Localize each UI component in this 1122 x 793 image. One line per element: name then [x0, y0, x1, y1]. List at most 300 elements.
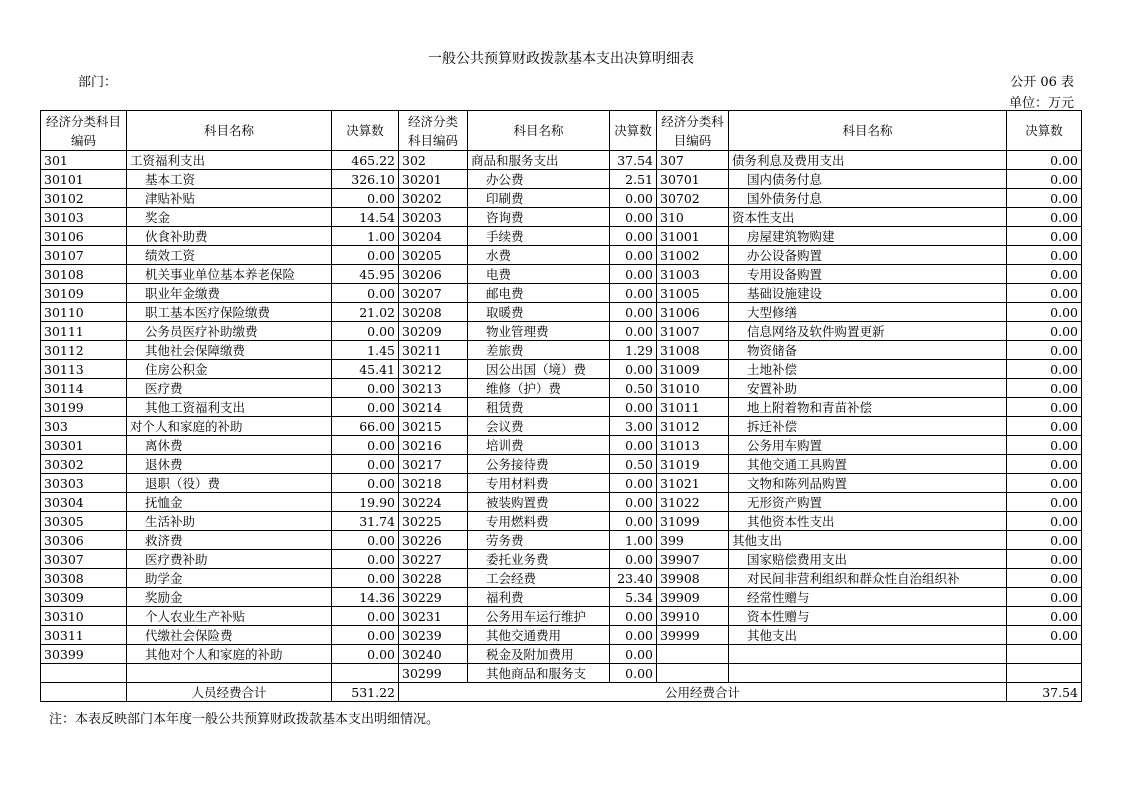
table-row — [41, 607, 1082, 626]
table-row — [41, 360, 1082, 379]
code-cell: 30301 — [41, 436, 127, 455]
value-cell: 0.50 — [610, 455, 657, 474]
value-cell: 0.00 — [610, 607, 657, 626]
unit-label: 单位：万元 — [1008, 96, 1074, 111]
value-cell: 0.00 — [332, 550, 399, 569]
code-cell: 39999 — [657, 626, 729, 645]
name-cell: 物资储备 — [729, 341, 1007, 360]
name-cell: 基础设施建设 — [729, 284, 1007, 303]
name-cell: 大型修缮 — [729, 303, 1007, 322]
value-cell: 0.00 — [1007, 455, 1082, 474]
value-cell: 1.00 — [332, 227, 399, 246]
table-row — [41, 512, 1082, 531]
value-cell: 326.10 — [332, 170, 399, 189]
name-cell: 水费 — [468, 246, 610, 265]
table-row — [41, 398, 1082, 417]
value-cell: 31.74 — [332, 512, 399, 531]
code-cell: 31022 — [657, 493, 729, 512]
value-cell: 0.00 — [610, 189, 657, 208]
value-cell: 1.45 — [332, 341, 399, 360]
name-cell: 文物和陈列品购置 — [729, 474, 1007, 493]
code-cell: 30113 — [41, 360, 127, 379]
code-cell: 31001 — [657, 227, 729, 246]
value-cell: 0.00 — [610, 208, 657, 227]
footnote: 注：本表反映部门本年度一般公共预算财政拨款基本支出明细情况。 — [49, 712, 440, 727]
name-cell: 专用设备购置 — [729, 265, 1007, 284]
header-name-1: 科目名称 — [127, 111, 332, 151]
table-row — [41, 265, 1082, 284]
code-cell: 30227 — [399, 550, 468, 569]
value-cell: 5.34 — [610, 588, 657, 607]
code-cell: 31021 — [657, 474, 729, 493]
value-cell: 0.00 — [332, 398, 399, 417]
name-cell — [127, 664, 332, 683]
table-row — [41, 341, 1082, 360]
value-cell: 0.00 — [1007, 569, 1082, 588]
value-cell: 0.00 — [1007, 398, 1082, 417]
value-cell: 0.00 — [332, 322, 399, 341]
value-cell: 0.00 — [1007, 531, 1082, 550]
code-cell: 31099 — [657, 512, 729, 531]
code-cell: 31011 — [657, 398, 729, 417]
name-cell: 其他资本性支出 — [729, 512, 1007, 531]
header-value-3: 决算数 — [1007, 111, 1082, 151]
header-code-3: 经济分类科目编码 — [657, 111, 729, 151]
value-cell: 23.40 — [610, 569, 657, 588]
value-cell: 0.00 — [610, 246, 657, 265]
code-cell: 30240 — [399, 645, 468, 664]
name-cell: 劳务费 — [468, 531, 610, 550]
personnel-total-value: 531.22 — [332, 683, 399, 702]
code-cell: 30205 — [399, 246, 468, 265]
value-cell: 1.29 — [610, 341, 657, 360]
header-value-1: 决算数 — [332, 111, 399, 151]
name-cell: 资本性支出 — [729, 208, 1007, 227]
value-cell — [1007, 664, 1082, 683]
name-cell: 工资福利支出 — [127, 151, 332, 170]
code-cell: 30201 — [399, 170, 468, 189]
table-row — [41, 151, 1082, 170]
value-cell: 2.51 — [610, 170, 657, 189]
code-cell: 302 — [399, 151, 468, 170]
value-cell: 45.95 — [332, 265, 399, 284]
code-cell: 31012 — [657, 417, 729, 436]
code-cell — [41, 664, 127, 683]
value-cell: 0.00 — [610, 512, 657, 531]
name-cell: 被装购置费 — [468, 493, 610, 512]
code-cell — [657, 664, 729, 683]
value-cell: 0.00 — [610, 436, 657, 455]
name-cell: 专用燃料费 — [468, 512, 610, 531]
code-cell: 30103 — [41, 208, 127, 227]
code-cell: 31006 — [657, 303, 729, 322]
value-cell: 0.00 — [610, 284, 657, 303]
code-cell: 30111 — [41, 322, 127, 341]
code-cell: 30215 — [399, 417, 468, 436]
name-cell: 办公费 — [468, 170, 610, 189]
value-cell: 0.00 — [332, 607, 399, 626]
code-cell: 30299 — [399, 664, 468, 683]
name-cell: 其他支出 — [729, 531, 1007, 550]
table-header-row — [41, 111, 1082, 151]
expenditure-table — [40, 110, 1082, 702]
name-cell: 公务员医疗补助缴费 — [127, 322, 332, 341]
code-cell: 30309 — [41, 588, 127, 607]
name-cell: 资本性赠与 — [729, 607, 1007, 626]
table-row — [41, 493, 1082, 512]
code-cell: 30224 — [399, 493, 468, 512]
code-cell: 30399 — [41, 645, 127, 664]
value-cell: 0.00 — [332, 284, 399, 303]
value-cell: 0.00 — [1007, 322, 1082, 341]
code-cell: 30218 — [399, 474, 468, 493]
name-cell: 物业管理费 — [468, 322, 610, 341]
value-cell: 465.22 — [332, 151, 399, 170]
code-cell: 39910 — [657, 607, 729, 626]
code-cell: 30228 — [399, 569, 468, 588]
value-cell: 3.00 — [610, 417, 657, 436]
name-cell: 取暖费 — [468, 303, 610, 322]
table-row — [41, 208, 1082, 227]
name-cell: 地上附着物和青苗补偿 — [729, 398, 1007, 417]
value-cell: 0.00 — [1007, 474, 1082, 493]
page-title: 一般公共预算财政拨款基本支出决算明细表 — [428, 51, 694, 67]
name-cell: 医疗费补助 — [127, 550, 332, 569]
name-cell: 租赁费 — [468, 398, 610, 417]
value-cell: 0.00 — [610, 664, 657, 683]
value-cell: 0.00 — [1007, 626, 1082, 645]
value-cell: 0.00 — [1007, 284, 1082, 303]
value-cell: 0.00 — [1007, 588, 1082, 607]
name-cell: 公务接待费 — [468, 455, 610, 474]
table-row — [41, 322, 1082, 341]
name-cell: 商品和服务支出 — [468, 151, 610, 170]
value-cell: 0.00 — [332, 455, 399, 474]
name-cell: 退职（役）费 — [127, 474, 332, 493]
table-row — [41, 417, 1082, 436]
code-cell: 30110 — [41, 303, 127, 322]
name-cell: 抚恤金 — [127, 493, 332, 512]
value-cell: 0.00 — [610, 398, 657, 417]
name-cell: 其他支出 — [729, 626, 1007, 645]
name-cell: 公务用车购置 — [729, 436, 1007, 455]
name-cell: 办公设备购置 — [729, 246, 1007, 265]
code-cell: 31008 — [657, 341, 729, 360]
name-cell: 其他社会保障缴费 — [127, 341, 332, 360]
code-cell: 30203 — [399, 208, 468, 227]
value-cell: 0.00 — [332, 531, 399, 550]
code-cell: 30308 — [41, 569, 127, 588]
value-cell: 0.00 — [610, 550, 657, 569]
code-cell: 30109 — [41, 284, 127, 303]
name-cell: 国外债务付息 — [729, 189, 1007, 208]
name-cell: 其他工资福利支出 — [127, 398, 332, 417]
name-cell: 差旅费 — [468, 341, 610, 360]
code-cell: 30217 — [399, 455, 468, 474]
table-row — [41, 626, 1082, 645]
table-row — [41, 379, 1082, 398]
form-number: 公开 06 表 — [1010, 75, 1074, 90]
name-cell: 电费 — [468, 265, 610, 284]
code-cell: 39908 — [657, 569, 729, 588]
name-cell: 印刷费 — [468, 189, 610, 208]
public-total-label: 公用经费合计 — [399, 683, 1007, 702]
code-cell: 310 — [657, 208, 729, 227]
name-cell: 离休费 — [127, 436, 332, 455]
value-cell: 0.00 — [332, 569, 399, 588]
value-cell: 0.00 — [1007, 550, 1082, 569]
value-cell: 37.54 — [610, 151, 657, 170]
value-cell: 0.00 — [1007, 227, 1082, 246]
header-name-2: 科目名称 — [468, 111, 610, 151]
code-cell: 30107 — [41, 246, 127, 265]
table-row — [41, 170, 1082, 189]
name-cell: 其他商品和服务支 — [468, 664, 610, 683]
code-cell: 30214 — [399, 398, 468, 417]
code-cell: 31013 — [657, 436, 729, 455]
code-cell: 31019 — [657, 455, 729, 474]
code-cell: 31007 — [657, 322, 729, 341]
code-cell: 30206 — [399, 265, 468, 284]
value-cell: 66.00 — [332, 417, 399, 436]
value-cell: 0.00 — [332, 379, 399, 398]
name-cell: 奖金 — [127, 208, 332, 227]
value-cell: 14.54 — [332, 208, 399, 227]
header-value-2: 决算数 — [610, 111, 657, 151]
value-cell — [1007, 645, 1082, 664]
code-cell: 30114 — [41, 379, 127, 398]
code-cell: 30302 — [41, 455, 127, 474]
value-cell: 0.00 — [610, 474, 657, 493]
name-cell: 机关事业单位基本养老保险 — [127, 265, 332, 284]
name-cell: 对民间非营利组织和群众性自治组织补 — [729, 569, 1007, 588]
name-cell: 基本工资 — [127, 170, 332, 189]
code-cell: 30213 — [399, 379, 468, 398]
code-cell: 30303 — [41, 474, 127, 493]
code-cell: 30702 — [657, 189, 729, 208]
code-cell: 30112 — [41, 341, 127, 360]
code-cell: 39909 — [657, 588, 729, 607]
name-cell: 邮电费 — [468, 284, 610, 303]
code-cell: 30239 — [399, 626, 468, 645]
name-cell: 其他交通费用 — [468, 626, 610, 645]
code-cell: 30225 — [399, 512, 468, 531]
name-cell: 国家赔偿费用支出 — [729, 550, 1007, 569]
code-cell: 30216 — [399, 436, 468, 455]
table-row — [41, 569, 1082, 588]
code-cell: 30202 — [399, 189, 468, 208]
value-cell: 0.00 — [1007, 189, 1082, 208]
name-cell: 土地补偿 — [729, 360, 1007, 379]
value-cell: 0.00 — [1007, 417, 1082, 436]
code-cell: 30108 — [41, 265, 127, 284]
value-cell: 0.00 — [1007, 341, 1082, 360]
table-row — [41, 531, 1082, 550]
value-cell: 0.00 — [610, 645, 657, 664]
name-cell: 手续费 — [468, 227, 610, 246]
code-cell: 30208 — [399, 303, 468, 322]
value-cell: 0.00 — [610, 493, 657, 512]
code-cell: 30305 — [41, 512, 127, 531]
code-cell: 30307 — [41, 550, 127, 569]
value-cell: 0.00 — [332, 246, 399, 265]
value-cell: 0.00 — [1007, 303, 1082, 322]
name-cell: 救济费 — [127, 531, 332, 550]
code-cell: 31002 — [657, 246, 729, 265]
code-cell: 39907 — [657, 550, 729, 569]
table-row — [41, 645, 1082, 664]
value-cell — [332, 664, 399, 683]
table-row — [41, 303, 1082, 322]
value-cell: 0.00 — [332, 436, 399, 455]
value-cell: 0.00 — [332, 189, 399, 208]
code-cell: 31009 — [657, 360, 729, 379]
code-cell: 30101 — [41, 170, 127, 189]
name-cell: 住房公积金 — [127, 360, 332, 379]
value-cell: 0.00 — [1007, 265, 1082, 284]
name-cell: 医疗费 — [127, 379, 332, 398]
name-cell: 福利费 — [468, 588, 610, 607]
name-cell: 委托业务费 — [468, 550, 610, 569]
value-cell: 0.00 — [332, 626, 399, 645]
code-cell: 30207 — [399, 284, 468, 303]
value-cell: 0.00 — [1007, 512, 1082, 531]
table-row — [41, 284, 1082, 303]
code-cell: 30304 — [41, 493, 127, 512]
value-cell: 0.00 — [610, 265, 657, 284]
value-cell: 0.00 — [1007, 246, 1082, 265]
value-cell: 0.00 — [1007, 151, 1082, 170]
value-cell: 0.00 — [610, 303, 657, 322]
value-cell: 21.02 — [332, 303, 399, 322]
table-row — [41, 474, 1082, 493]
name-cell: 职业年金缴费 — [127, 284, 332, 303]
code-cell: 30211 — [399, 341, 468, 360]
value-cell: 0.00 — [610, 626, 657, 645]
code-cell: 31003 — [657, 265, 729, 284]
code-cell: 30229 — [399, 588, 468, 607]
name-cell — [729, 645, 1007, 664]
table-row — [41, 588, 1082, 607]
name-cell: 税金及附加费用 — [468, 645, 610, 664]
name-cell: 工会经费 — [468, 569, 610, 588]
name-cell: 债务利息及费用支出 — [729, 151, 1007, 170]
code-cell: 30226 — [399, 531, 468, 550]
name-cell: 退休费 — [127, 455, 332, 474]
code-cell: 301 — [41, 151, 127, 170]
value-cell: 1.00 — [610, 531, 657, 550]
name-cell: 因公出国（境）费 — [468, 360, 610, 379]
table-row — [41, 455, 1082, 474]
code-cell: 30106 — [41, 227, 127, 246]
table-row — [41, 246, 1082, 265]
name-cell: 咨询费 — [468, 208, 610, 227]
personnel-total-label: 人员经费合计 — [127, 683, 332, 702]
name-cell: 生活补助 — [127, 512, 332, 531]
code-cell: 30209 — [399, 322, 468, 341]
code-cell: 30231 — [399, 607, 468, 626]
value-cell: 0.00 — [1007, 208, 1082, 227]
code-cell: 30212 — [399, 360, 468, 379]
code-cell: 303 — [41, 417, 127, 436]
header-name-3: 科目名称 — [729, 111, 1007, 151]
table-row — [41, 550, 1082, 569]
code-cell: 399 — [657, 531, 729, 550]
name-cell: 个人农业生产补贴 — [127, 607, 332, 626]
code-cell: 30204 — [399, 227, 468, 246]
value-cell: 0.00 — [610, 322, 657, 341]
value-cell: 0.00 — [1007, 436, 1082, 455]
code-cell: 30102 — [41, 189, 127, 208]
code-cell: 31005 — [657, 284, 729, 303]
code-cell: 31010 — [657, 379, 729, 398]
table-row — [41, 664, 1082, 683]
totals-row — [41, 683, 1082, 702]
name-cell: 房屋建筑物购建 — [729, 227, 1007, 246]
code-cell: 307 — [657, 151, 729, 170]
code-cell: 30310 — [41, 607, 127, 626]
value-cell: 0.00 — [1007, 360, 1082, 379]
name-cell: 奖励金 — [127, 588, 332, 607]
totals-spacer-1 — [41, 683, 127, 702]
code-cell: 30306 — [41, 531, 127, 550]
name-cell: 无形资产购置 — [729, 493, 1007, 512]
name-cell: 安置补助 — [729, 379, 1007, 398]
name-cell: 拆迁补偿 — [729, 417, 1007, 436]
name-cell — [729, 664, 1007, 683]
value-cell: 0.50 — [610, 379, 657, 398]
code-cell: 30311 — [41, 626, 127, 645]
code-cell: 30701 — [657, 170, 729, 189]
value-cell: 0.00 — [1007, 170, 1082, 189]
name-cell: 培训费 — [468, 436, 610, 455]
name-cell: 职工基本医疗保险缴费 — [127, 303, 332, 322]
name-cell: 其他交通工具购置 — [729, 455, 1007, 474]
header-code-2: 经济分类科目编码 — [399, 111, 468, 151]
name-cell: 伙食补助费 — [127, 227, 332, 246]
name-cell: 维修（护）费 — [468, 379, 610, 398]
table-row — [41, 189, 1082, 208]
department-label: 部门： — [78, 75, 118, 90]
value-cell: 19.90 — [332, 493, 399, 512]
name-cell: 津贴补贴 — [127, 189, 332, 208]
value-cell: 0.00 — [1007, 607, 1082, 626]
value-cell: 0.00 — [1007, 379, 1082, 398]
value-cell: 0.00 — [332, 645, 399, 664]
code-cell — [657, 645, 729, 664]
name-cell: 会议费 — [468, 417, 610, 436]
name-cell: 信息网络及软件购置更新 — [729, 322, 1007, 341]
name-cell: 专用材料费 — [468, 474, 610, 493]
table-row — [41, 227, 1082, 246]
name-cell: 绩效工资 — [127, 246, 332, 265]
value-cell: 0.00 — [610, 227, 657, 246]
name-cell: 代缴社会保险费 — [127, 626, 332, 645]
value-cell: 0.00 — [610, 360, 657, 379]
value-cell: 0.00 — [332, 474, 399, 493]
name-cell: 国内债务付息 — [729, 170, 1007, 189]
code-cell: 30199 — [41, 398, 127, 417]
public-total-value: 37.54 — [1007, 683, 1082, 702]
value-cell: 0.00 — [1007, 493, 1082, 512]
value-cell: 45.41 — [332, 360, 399, 379]
name-cell: 公务用车运行维护 — [468, 607, 610, 626]
name-cell: 对个人和家庭的补助 — [127, 417, 332, 436]
name-cell: 经常性赠与 — [729, 588, 1007, 607]
table-row — [41, 436, 1082, 455]
name-cell: 其他对个人和家庭的补助 — [127, 645, 332, 664]
header-code-1: 经济分类科目编码 — [41, 111, 127, 151]
